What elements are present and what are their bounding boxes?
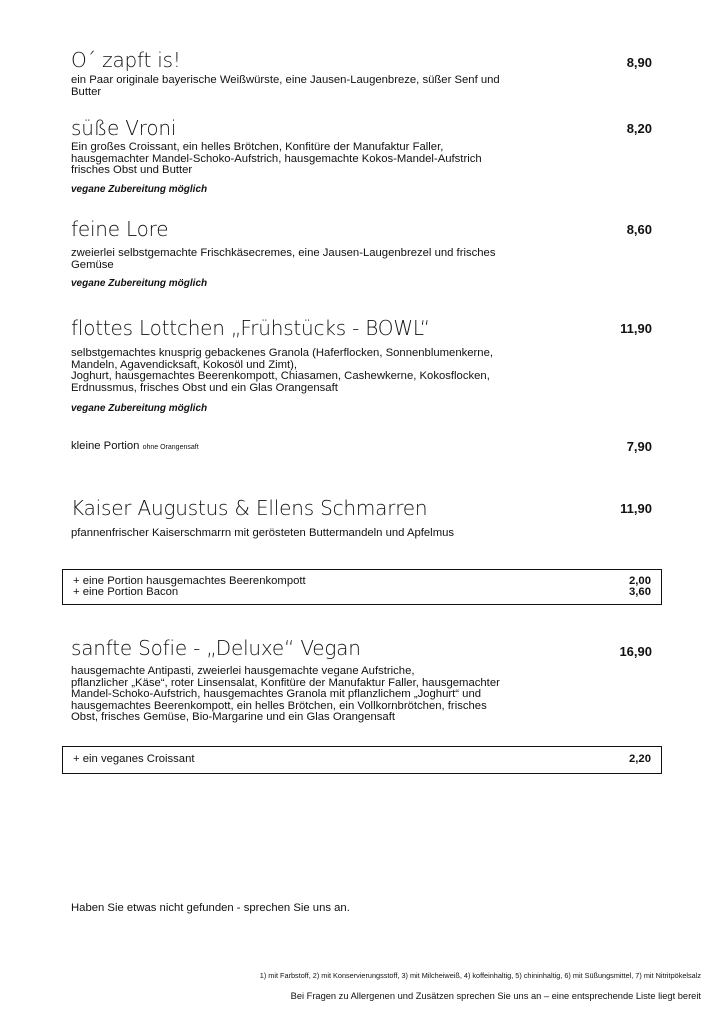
vegan-note: vegane Zubereitung möglich [71, 278, 208, 289]
extra-row [73, 754, 651, 766]
vegan-note: vegane Zubereitung möglich [71, 184, 208, 195]
item-price-vroni: 8,20 [626, 121, 652, 136]
item-desc-schmarren [71, 528, 591, 540]
desc-line: Mandel-Schoko-Aufstrich, hausgemachtes Granola mit pflanzlichem „Joghurt“ und [71, 688, 482, 700]
desc-line: hausgemachtes Beerenkompott, ein helles Brötchen, ein Vollkornbrötchen, frisches [71, 699, 487, 712]
desc-line: Butter [71, 85, 102, 98]
desc-line: Ein großes Croissant, ein helles Brötchen, Konfitüre der Manufaktur Faller, [71, 141, 444, 153]
item-title-lottchen: flottes Lottchen „Frühstücks - BOWL“ [71, 316, 430, 340]
extra-price: 2,00 [629, 575, 651, 587]
desc-line: Gemüse [71, 258, 114, 271]
item-title-sofie: sanfte Sofie - „Deluxe“ Vegan [71, 636, 361, 660]
small-portion-detail: ohne Orangensaft [142, 444, 199, 451]
extras-box-sofie [62, 746, 662, 774]
desc-line: frisches Obst und Butter [71, 164, 193, 176]
item-price-lore: 8,60 [626, 222, 652, 237]
item-title-lore: feine Lore [71, 217, 169, 241]
item-title-schmarren: Kaiser Augustus & Ellens Schmarren [71, 496, 428, 520]
desc-line: Obst, frisches Gemüse, Bio-Margarine und ein Glas Orangensaft [71, 711, 395, 723]
extra-price: 3,60 [629, 586, 651, 598]
desc-line: hausgemachte Antipasti, zweierlei hausgemachte vegane Aufstriche, [71, 665, 415, 677]
item-title-ozapft: O´ zapft is! [71, 48, 181, 72]
desc-line: Joghurt, hausgemachtes Beerenkompott, Chiasamen, Cashewkerne, Kokosflocken, [71, 370, 490, 382]
item-desc-lore [71, 248, 591, 271]
item-desc-sofie [71, 666, 611, 724]
extra-label: + eine Portion hausgemachtes Beerenkompott [73, 575, 306, 587]
desc-line: pflanzlicher „Käse“, roter Linsensalat, Konfitüre der Manufaktur Faller, hausgemachter [71, 676, 500, 689]
extra-price: 2,20 [629, 753, 651, 765]
item-price-sofie: 16,90 [619, 644, 652, 659]
desc-line: hausgemachter Mandel-Schoko-Aufstrich, hausgemachte Kokos-Mandel-Aufstrich [71, 152, 482, 165]
small-portion-price: 7,90 [626, 439, 652, 454]
item-desc-ozapft [71, 75, 591, 98]
vegan-note: vegane Zubereitung möglich [71, 403, 208, 414]
desc-line: ein Paar originale bayerische Weißwürste, eine Jausen-Laugenbreze, süßer Senf und [71, 74, 500, 86]
footer-allergens: Bei Fragen zu Allergenen und Zusätzen sprechen Sie uns an – eine entsprechende Liste liegt bereit [290, 991, 701, 1001]
footer-additives: 1) mit Farbstoff, 2) mit Konservierungsstoff, 3) mit Milcheiweiß, 4) koffeinhaltig, 5) chininhaltig, 6) mit Süßungsmittel, 7) mit Nitritpökelsalz [259, 971, 701, 980]
desc-line: zweierlei selbstgemachte Frischkäsecremes, eine Jausen-Laugenbrezel und frisches [71, 247, 496, 259]
extra-row [73, 587, 651, 599]
small-portion-label: kleine Portion [71, 440, 140, 452]
extra-label: + ein veganes Croissant [73, 753, 195, 765]
footer-question: Haben Sie etwas nicht gefunden - sprechen Sie uns an. [71, 902, 350, 914]
desc-line: selbstgemachtes knusprig gebackenes Granola (Haferflocken, Sonnenblumenkerne, [71, 347, 493, 359]
desc-line: Erdnussmus, frisches Obst und ein Glas Orangensaft [71, 381, 338, 394]
desc-line: pfannenfrischer Kaiserschmarrn mit gerösteten Buttermandeln und Apfelmus [71, 527, 455, 539]
desc-line: Mandeln, Agavendicksaft, Kokosöl und Zimt), [71, 358, 298, 371]
item-desc-vroni [71, 142, 591, 177]
item-price-lottchen: 11,90 [620, 321, 652, 336]
extras-box-schmarren [62, 569, 662, 605]
extra-label: + eine Portion Bacon [73, 586, 179, 598]
item-price-ozapft: 8,90 [626, 55, 652, 70]
item-price-schmarren: 11,90 [620, 501, 652, 516]
item-title-vroni: süße Vroni [71, 116, 177, 140]
item-desc-lottchen [71, 348, 591, 394]
small-portion [71, 440, 199, 452]
